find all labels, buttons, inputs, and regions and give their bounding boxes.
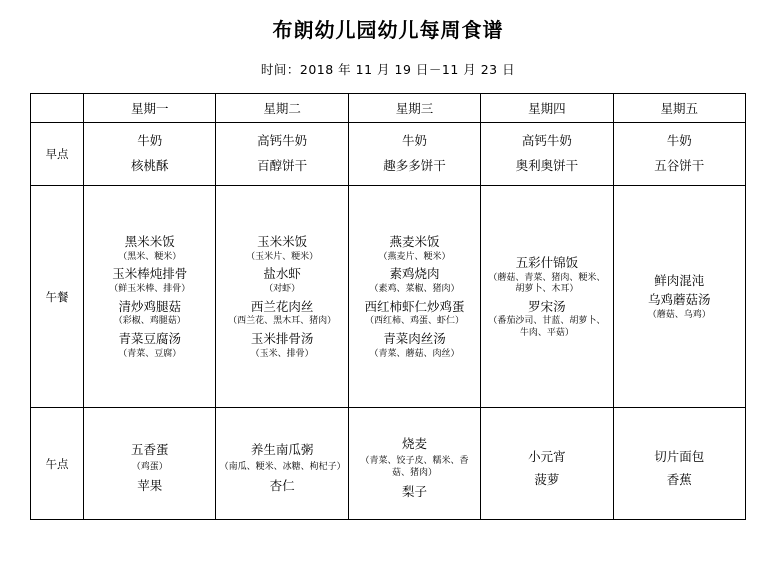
cell-lunch-friday	[613, 186, 745, 408]
dish-name: 五谷饼干	[654, 158, 705, 173]
dish-name: 鲜肉混沌	[654, 273, 705, 288]
dish-name: 苹果	[137, 478, 163, 494]
header-corner-cell	[31, 94, 84, 123]
header-tuesday: 星期二	[216, 94, 348, 123]
page-title: 布朗幼儿园幼儿每周食谱	[272, 18, 504, 42]
dish-name: 烧麦	[401, 436, 427, 452]
cell-lunch-thursday	[481, 186, 613, 408]
date-range-text: 时间：2018 年 11 月 19 日－11 月 23 日	[260, 62, 516, 77]
dish-name: 杏仁	[269, 478, 295, 494]
cell-snack-tuesday	[216, 408, 348, 520]
dish-name: 梨子	[401, 483, 427, 499]
table-row-breakfast	[31, 123, 746, 186]
cell-snack-wednesday	[348, 408, 480, 520]
dish-name: 香蕉	[666, 471, 692, 487]
cell-snack-monday	[84, 408, 216, 520]
cell-lunch-tuesday	[216, 186, 348, 408]
row-label-lunch: 午餐	[31, 186, 84, 408]
dish-name: 玉米排骨汤	[250, 330, 314, 346]
dish-ingredients: （素鸡、菜椒、猪肉）	[369, 284, 460, 295]
header-monday: 星期一	[84, 94, 216, 123]
dish-name: 西红柿虾仁炒鸡蛋	[364, 298, 465, 314]
dish-name: 清炒鸡腿菇	[118, 298, 181, 314]
cell-snack-thursday	[481, 408, 613, 520]
dish-name: 素鸡烧肉	[389, 266, 440, 282]
cell-breakfast-monday	[84, 123, 216, 186]
dish-name: 小元宵	[528, 448, 566, 464]
dish-ingredients: （蘑菇、乌鸡）	[647, 309, 711, 320]
dish-name: 趣多多饼干	[383, 158, 446, 173]
menu-page	[0, 14, 776, 568]
dish-ingredients: （青菜、饺子皮、糯米、香菇、猪肉）	[360, 456, 469, 478]
dish-ingredients: （蘑菇、青菜、猪肉、粳米、胡萝卜、木耳）	[488, 273, 606, 295]
dish-ingredients: （对虾）	[264, 284, 301, 295]
dish-ingredients: （黑米、粳米）	[118, 252, 182, 263]
dish-ingredients: （西兰花、黑木耳、猪肉）	[228, 316, 337, 327]
row-label-breakfast: 早点	[31, 123, 84, 186]
dish-ingredients: （玉米、排骨）	[250, 348, 314, 359]
header-friday: 星期五	[613, 94, 745, 123]
dish-ingredients: （鲜玉米棒、排骨）	[109, 284, 191, 295]
dish-ingredients: （彩椒、鸡腿菇）	[113, 316, 186, 327]
cell-lunch-monday	[84, 186, 216, 408]
header-wednesday: 星期三	[348, 94, 480, 123]
dish-name: 牛奶	[137, 133, 163, 149]
cell-lunch-wednesday	[348, 186, 480, 408]
dish-name: 高钙牛奶	[521, 133, 572, 149]
dish-name: 奥利奥饼干	[515, 158, 579, 173]
dish-name: 黑米米饭	[124, 234, 175, 250]
dish-ingredients: （西红柿、鸡蛋、虾仁）	[364, 316, 464, 327]
dish-name: 青菜肉丝汤	[383, 330, 446, 346]
dish-name: 玉米米饭	[257, 234, 308, 250]
table-row-afternoon-snack	[31, 408, 746, 520]
table-row-lunch	[31, 186, 746, 408]
dish-ingredients: （南瓜、粳米、冰糖、枸杞子）	[219, 461, 346, 472]
dish-ingredients: （燕麦片、粳米）	[378, 252, 451, 263]
dish-ingredients: （玉米片、粳米）	[246, 252, 319, 263]
dish-name: 罗宋汤	[528, 298, 566, 314]
dish-ingredients: （鸡蛋）	[131, 461, 168, 472]
dish-name: 切片面包	[654, 448, 705, 464]
dish-name: 五彩什锦饭	[515, 255, 579, 271]
dish-name: 玉米棒炖排骨	[112, 266, 188, 282]
dish-name: 西兰花肉丝	[250, 298, 314, 314]
dish-name: 高钙牛奶	[257, 133, 308, 149]
row-label-afternoon-snack: 午点	[31, 408, 84, 520]
cell-breakfast-thursday	[481, 123, 613, 186]
dish-name: 菠萝	[534, 471, 560, 487]
dish-name: 燕麦米饭	[389, 234, 440, 250]
dish-name: 牛奶	[401, 133, 427, 149]
dish-name: 青菜豆腐汤	[118, 330, 181, 346]
cell-snack-friday	[613, 408, 745, 520]
dish-ingredients: （青菜、豆腐）	[118, 348, 182, 359]
dish-name: 盐水虾	[263, 266, 301, 282]
cell-breakfast-friday	[613, 123, 745, 186]
dish-name: 养生南瓜粥	[250, 442, 314, 457]
dish-name: 五香蛋	[130, 442, 169, 457]
header-thursday: 星期四	[481, 94, 613, 123]
weekly-menu-table	[30, 93, 746, 520]
dish-ingredients: （青菜、蘑菇、肉丝）	[369, 348, 460, 359]
dish-name: 百醇饼干	[257, 158, 308, 173]
dish-name: 牛奶	[666, 133, 692, 149]
dish-name: 乌鸡蘑菇汤	[648, 291, 711, 307]
cell-breakfast-wednesday	[348, 123, 480, 186]
cell-breakfast-tuesday	[216, 123, 348, 186]
dish-ingredients: （番茄沙司、甘蓝、胡萝卜、牛肉、平菇）	[488, 316, 606, 338]
dish-name: 核桃酥	[130, 158, 169, 173]
table-header-row	[31, 94, 746, 123]
